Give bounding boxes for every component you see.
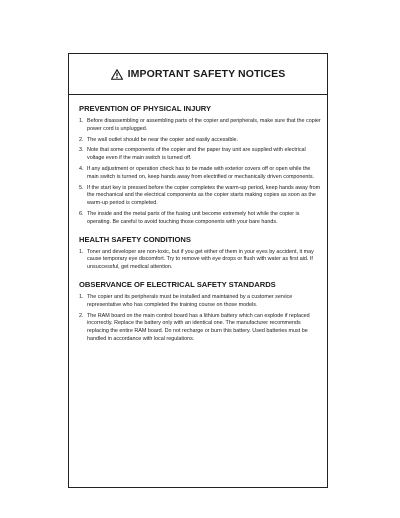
item-text: The RAM board on the main control board has a lithium battery which can explode if replaced incorrectly. Replace the battery only with an identical one. The manufacturer recommends replacing the entire RAM board. Do not recharge or burn this battery. Used batteries must be handled in accordance with local regulations. <box>87 312 310 342</box>
section-health-safety <box>79 235 323 272</box>
item-number: 6. <box>79 210 84 217</box>
safety-notice-box <box>68 53 328 488</box>
section-heading: OBSERVANCE OF ELECTRICAL SAFETY STANDARDS <box>79 279 276 289</box>
item-text: Note that some components of the copier and the paper tray unit are supplied with electrical voltage even if the main switch is turned off. <box>87 147 306 162</box>
list-item <box>79 166 323 182</box>
list-item <box>79 118 323 134</box>
item-text: The inside and the metal parts of the fusing unit become extremely hot while the copier is operating. Be careful to avoid touching those components with your bare hands. <box>87 210 300 225</box>
section-heading: HEALTH SAFETY CONDITIONS <box>79 234 191 244</box>
item-number: 5. <box>79 184 84 191</box>
item-text: Before disassembling or assembling parts of the copier and peripherals, make sure that the copier power cord is unplugged. <box>87 118 321 132</box>
item-text: If the start key is pressed before the copier completes the warm-up period, keep hands away from the mechanical and the electrical components as the copier starts making copies as soon as the warm-up period is completed. <box>87 184 321 207</box>
section-physical-injury <box>79 104 323 227</box>
page-title: IMPORTANT SAFETY NOTICES <box>127 68 286 80</box>
item-text: Toner and developer are non-toxic, but if you get either of them in your eyes by accident, it may cause temporary eye discomfort. Try to remove with eye drops or flush with water as first aid. If unsuccessful, get medical attention. <box>87 248 314 271</box>
section-electrical-safety <box>79 280 323 344</box>
item-text: The copier and its peripherals must be installed and maintained by a customer service representative who has completed the training course on those models. <box>87 293 293 308</box>
list-item <box>79 313 323 344</box>
list-item <box>79 211 323 227</box>
item-number: 3. <box>79 147 84 154</box>
notice-content <box>79 104 323 352</box>
item-text: If any adjustment or operation check has to be made with exterior covers off or open while the main switch is turned on, keep hands away from electrified or mechanically driven components. <box>87 165 315 180</box>
list-item <box>79 137 323 145</box>
list-item <box>79 147 323 163</box>
item-number: 1. <box>79 118 84 124</box>
title-bar <box>69 54 327 95</box>
list-item <box>79 249 323 272</box>
item-number: 2. <box>79 136 84 143</box>
item-number: 1. <box>79 293 84 300</box>
item-number: 4. <box>79 165 84 172</box>
warning-triangle-icon <box>111 69 123 80</box>
item-list <box>79 294 323 344</box>
section-heading: PREVENTION OF PHYSICAL INJURY <box>79 104 212 113</box>
item-number: 2. <box>79 312 84 319</box>
list-item <box>79 185 323 208</box>
list-item <box>79 294 323 310</box>
item-list <box>79 118 323 227</box>
item-list <box>79 249 323 272</box>
item-number: 1. <box>79 248 84 255</box>
item-text: The wall outlet should be near the copier and easily accessible. <box>87 136 239 143</box>
